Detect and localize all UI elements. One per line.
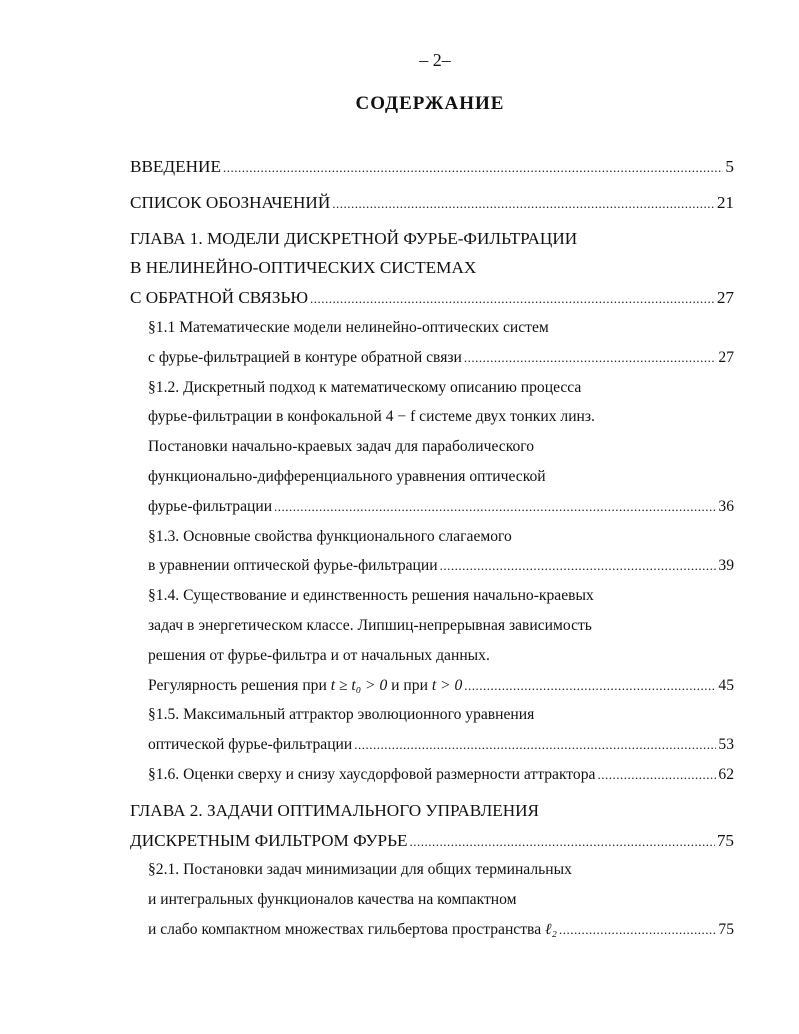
toc-text: Регулярность решения при — [148, 676, 331, 694]
toc-entry-title: в уравнении оптической фурье-фильтрации — [148, 557, 438, 575]
toc-entry-title: СПИСОК ОБОЗНАЧЕНИЙ — [130, 192, 331, 212]
toc-entry-title: Постановки начально-краевых задач для параболического — [148, 438, 535, 456]
leader-dots — [440, 551, 717, 581]
toc-chapter-2-line-1[interactable] — [130, 796, 734, 826]
leader-dots — [409, 827, 714, 857]
leader-dots — [559, 915, 716, 945]
leader-dots — [310, 284, 715, 314]
math-inequality-1: t ≥ t₀ > 0 — [330, 676, 388, 694]
toc-entry-page: 27 — [716, 288, 734, 308]
leader-dots — [597, 760, 716, 790]
toc-entry-title: фурье-фильтрации — [148, 497, 273, 515]
toc-entry-title: ВВЕДЕНИЕ — [130, 157, 221, 176]
toc-entry-title: функционально-дифференциального уравнения оптической — [148, 467, 546, 485]
toc-entry-title: В НЕЛИНЕЙНО-ОПТИЧЕСКИХ СИСТЕМАХ — [130, 258, 477, 278]
toc-entry-title: §1.3. Основные свойства функционального слагаемого — [148, 527, 512, 545]
toc-entry-title: с фурье-фильтрацией в контуре обратной связи — [148, 348, 462, 366]
toc-entry-title: и интегральных функционалов качества на компактном — [148, 891, 517, 909]
table-of-contents — [130, 152, 734, 945]
toc-section-1-2-line-4[interactable] — [130, 462, 734, 492]
toc-entry-page: 36 — [718, 497, 734, 515]
toc-section-2-1-line-2[interactable] — [130, 885, 734, 915]
toc-section-1-6-line-1[interactable] — [130, 760, 734, 790]
leader-dots — [332, 189, 715, 219]
toc-section-1-2-line-3[interactable] — [130, 432, 734, 462]
toc-entry-title: §2.1. Постановки задач минимизации для общих терминальных — [148, 861, 572, 879]
math-space-symbol: ℓ₂ — [545, 920, 557, 938]
toc-entry-title: решения от фурье-фильтра и от начальных данных. — [148, 646, 490, 664]
toc-entry-title: §1.4. Существование и единственность решения начально-краевых — [148, 587, 594, 605]
toc-chapter-2-line-2[interactable] — [130, 826, 734, 856]
toc-entry-title: оптической фурье-фильтрации — [148, 736, 353, 754]
toc-text: и слабо компактном множествах гильбертова пространства — [148, 920, 546, 938]
toc-entry-title: фурье-фильтрации в конфокальной 4 − f системе двух тонких линз. — [148, 408, 595, 426]
toc-entry-page: 75 — [716, 830, 734, 850]
toc-section-1-3-line-2[interactable] — [130, 551, 734, 581]
toc-entry-title: ГЛАВА 1. МОДЕЛИ ДИСКРЕТНОЙ ФУРЬЕ-ФИЛЬТРАЦИИ — [130, 228, 578, 248]
toc-section-1-5-line-1[interactable] — [130, 700, 734, 730]
toc-entry-page: 62 — [718, 765, 734, 783]
toc-section-2-1-line-1[interactable] — [130, 855, 734, 885]
toc-entry-title: §1.6. Оценки сверху и снизу хаусдорфовой размерности аттрактора — [148, 765, 596, 783]
toc-section-2-1-line-3[interactable] — [130, 915, 734, 945]
toc-section-1-4-line-1[interactable] — [130, 581, 734, 611]
toc-section-1-4-line-3[interactable] — [130, 641, 734, 671]
toc-chapter-1-line-2[interactable] — [130, 253, 734, 283]
toc-entry-title: §1.2. Дискретный подход к математическому описанию процесса — [148, 378, 582, 396]
toc-entry-title: задач в энергетическом классе. Липшиц-непрерывная зависимость — [148, 616, 592, 634]
toc-text: и при — [387, 676, 432, 694]
toc-entry-page: 27 — [718, 348, 734, 366]
toc-section-1-3-line-1[interactable] — [130, 522, 734, 552]
toc-entry-title: ГЛАВА 2. ЗАДАЧИ ОПТИМАЛЬНОГО УПРАВЛЕНИЯ — [130, 800, 540, 820]
toc-section-1-2-line-2[interactable] — [130, 402, 734, 432]
toc-entry-introduction[interactable] — [130, 152, 734, 182]
toc-entry-title: ДИСКРЕТНЫМ ФИЛЬТРОМ ФУРЬЕ — [130, 830, 408, 850]
toc-entry-page: 75 — [718, 920, 734, 938]
toc-entry-title — [148, 915, 557, 945]
leader-dots — [223, 153, 723, 183]
page-number: – 2– — [419, 50, 451, 70]
toc-entry-page: 53 — [718, 736, 734, 754]
leader-dots — [354, 730, 716, 760]
contents-heading: СОДЕРЖАНИЕ — [355, 93, 505, 114]
leader-dots — [464, 343, 717, 373]
leader-dots — [464, 671, 716, 701]
toc-section-1-4-line-2[interactable] — [130, 611, 734, 641]
toc-entry-title — [148, 671, 462, 701]
toc-chapter-1-line-3[interactable] — [130, 283, 734, 313]
toc-entry-page: 39 — [718, 557, 734, 575]
toc-section-1-4-line-4[interactable] — [130, 671, 734, 701]
toc-section-1-2-line-5[interactable] — [130, 492, 734, 522]
toc-entry-page: 21 — [716, 192, 734, 212]
toc-entry-notation[interactable] — [130, 188, 734, 218]
toc-chapter-1-line-1[interactable] — [130, 224, 734, 254]
toc-section-1-1-line-1[interactable] — [130, 313, 734, 343]
toc-entry-title: §1.1 Математические модели нелинейно-оптических систем — [148, 318, 549, 336]
toc-section-1-2-line-1[interactable] — [130, 373, 734, 403]
toc-entry-page: 5 — [725, 157, 734, 176]
toc-entry-title: С ОБРАТНОЙ СВЯЗЬЮ — [130, 288, 309, 308]
leader-dots — [274, 492, 716, 522]
math-inequality-2: t > 0 — [431, 676, 463, 694]
toc-section-1-5-line-2[interactable] — [130, 730, 734, 760]
toc-entry-page: 45 — [718, 676, 734, 694]
toc-section-1-1-line-2[interactable] — [130, 343, 734, 373]
toc-entry-title: §1.5. Максимальный аттрактор эволюционного уравнения — [148, 706, 535, 724]
